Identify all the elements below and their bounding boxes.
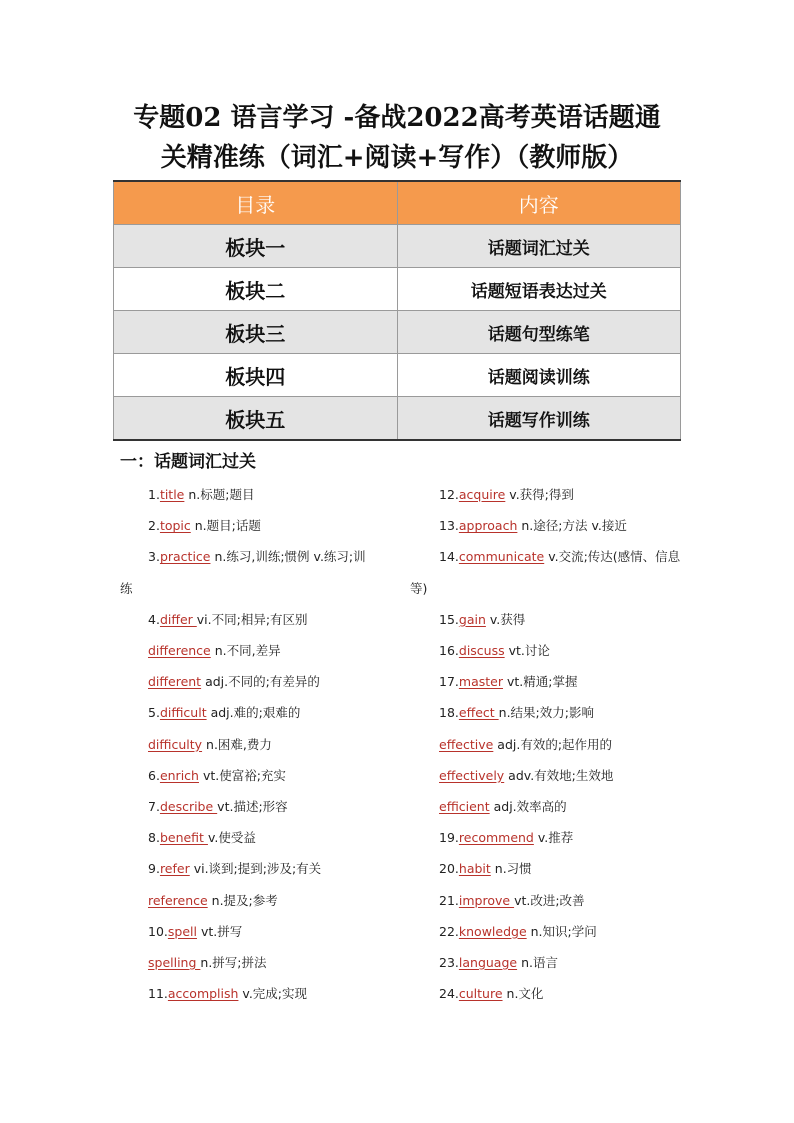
vocab-number: 16. — [439, 643, 459, 658]
vocab-entry — [439, 954, 558, 972]
vocab-word: difficulty — [148, 736, 203, 752]
vocab-entry — [439, 704, 594, 722]
vocab-definition: v.使受益 — [207, 830, 256, 846]
vocab-entry — [148, 517, 261, 535]
vocab-number: 9. — [148, 861, 160, 877]
vocab-entry — [148, 673, 320, 691]
vocab-word: topic — [159, 518, 191, 534]
vocab-definition: adv.有效地;生效地 — [504, 767, 614, 783]
vocab-number: 14. — [439, 549, 459, 565]
vocab-entry — [148, 829, 256, 847]
vocab-entry — [148, 923, 242, 941]
vocab-word: difference — [148, 643, 211, 658]
vocab-entry — [148, 767, 286, 785]
vocab-word: effect — [458, 705, 499, 721]
vocab-entry — [439, 798, 567, 816]
vocab-word: benefit — [159, 830, 208, 846]
vocab-definition: vt.改进;改善 — [514, 892, 585, 908]
vocab-entry — [439, 736, 612, 754]
vocab-number: 6. — [148, 767, 160, 783]
vocab-definition: n.文化 — [502, 986, 544, 1002]
vocab-number: 20. — [439, 861, 459, 877]
vocab-entry — [148, 892, 278, 910]
vocab-definition: n.练习,训练;惯例 v.练习;训 — [210, 549, 366, 565]
vocab-definition: n.困难,费力 — [202, 736, 272, 752]
vocab-entry — [439, 923, 597, 941]
vocab-entry — [439, 892, 585, 910]
vocab-definition: vt.描述;形容 — [217, 799, 288, 814]
contents-row — [114, 225, 681, 268]
vocab-definition: vt.拼写 — [196, 923, 243, 939]
vocab-word: effective — [439, 736, 494, 752]
vocab-definition: v.获得;得到 — [505, 487, 574, 502]
vocab-number: 13. — [439, 518, 459, 534]
vocab-definition: n.题目;话题 — [190, 518, 261, 534]
vocab-word: reference — [148, 892, 208, 908]
vocab-number: 4. — [148, 611, 160, 627]
vocab-word: habit — [458, 861, 491, 877]
vocab-word: language — [458, 955, 518, 970]
vocab-definition: adj.效率高的 — [489, 799, 567, 814]
vocab-word: culture — [458, 986, 503, 1002]
vocab-number: 15. — [439, 611, 459, 627]
vocab-word: approach — [458, 518, 518, 534]
vocab-word: difficult — [159, 705, 207, 721]
vocab-definition: v.完成;实现 — [238, 986, 308, 1002]
contents-topic: 话题词汇过关 — [397, 225, 681, 268]
vocab-word: describe — [159, 799, 218, 814]
vocab-definition: n.结果;效力;影响 — [498, 705, 594, 721]
contents-row — [114, 268, 681, 311]
vocab-definition: vi.谈到;提到;涉及;有关 — [189, 861, 322, 877]
contents-section: 板块二 — [114, 268, 398, 311]
contents-table — [113, 180, 681, 441]
vocab-number: 17. — [439, 674, 459, 690]
vocab-entry — [439, 642, 550, 660]
vocab-word: practice — [159, 549, 211, 565]
vocab-definition: n.语言 — [517, 955, 558, 970]
vocab-entry — [148, 736, 272, 754]
vocab-word: refer — [159, 861, 190, 877]
vocab-definition: n.途径;方法 v.接近 — [517, 518, 627, 534]
vocab-number: 10. — [148, 923, 168, 939]
contents-header-content: 内容 — [397, 181, 681, 225]
vocab-entry — [439, 673, 577, 691]
vocab-number: 11. — [148, 986, 168, 1002]
vocab-word: gain — [458, 611, 486, 627]
vocab-definition: 等) — [410, 580, 428, 596]
vocab-definition: n.提及;参考 — [207, 892, 278, 908]
contents-section: 板块一 — [114, 225, 398, 268]
vocab-entry — [439, 860, 532, 878]
vocab-word: spelling — [148, 955, 201, 970]
contents-row — [114, 354, 681, 397]
contents-topic: 话题阅读训练 — [397, 354, 681, 397]
document-title-line1: 专题02 语言学习 -备战2022高考英语话题通 — [133, 103, 661, 133]
vocab-number: 24. — [439, 986, 459, 1002]
vocab-entry — [148, 954, 267, 972]
vocab-entry — [148, 704, 300, 722]
contents-topic: 话题写作训练 — [397, 397, 681, 441]
vocab-entry — [439, 517, 627, 535]
vocab-number: 7. — [148, 799, 160, 814]
vocab-number: 3. — [148, 549, 160, 565]
vocab-definition: v.获得 — [485, 611, 526, 627]
vocab-entry — [439, 611, 525, 629]
vocab-entry — [410, 580, 427, 598]
vocab-definition: adj.难的;艰难的 — [206, 705, 301, 721]
contents-section: 板块五 — [114, 397, 398, 441]
vocab-word: communicate — [458, 549, 545, 565]
vocab-entry — [439, 548, 680, 566]
contents-header-row — [114, 181, 681, 225]
vocab-word: effectively — [439, 767, 505, 783]
vocab-definition: n.拼写;拼法 — [200, 955, 267, 970]
vocab-word: improve — [458, 892, 515, 908]
vocab-definition: adj.不同的;有差异的 — [201, 674, 320, 690]
vocab-definition: v.推荐 — [533, 830, 574, 846]
vocab-definition: vt.讨论 — [504, 643, 550, 658]
vocab-word: knowledge — [458, 923, 527, 939]
vocab-definition: n.不同,差异 — [210, 643, 281, 658]
vocab-number: 8. — [148, 830, 160, 846]
vocab-word: spell — [167, 923, 197, 939]
vocab-entry — [148, 486, 254, 504]
vocab-word: recommend — [458, 830, 534, 846]
vocab-entry — [148, 860, 321, 878]
vocab-word: enrich — [159, 767, 199, 783]
vocab-entry — [120, 580, 133, 598]
vocab-number: 23. — [439, 955, 459, 970]
section-heading-vocabulary: 一：话题词汇过关 — [120, 452, 256, 472]
vocab-definition: vt.使富裕;充实 — [198, 767, 286, 783]
vocab-definition: adj.有效的;起作用的 — [493, 736, 613, 752]
contents-row — [114, 311, 681, 354]
vocab-entry — [148, 642, 281, 660]
vocab-definition: vt.精通;掌握 — [502, 674, 578, 690]
vocab-definition: 练 — [120, 580, 133, 596]
vocab-definition: v.交流;传达(感情、信息 — [544, 549, 681, 565]
vocab-definition: n.习惯 — [490, 861, 532, 877]
vocab-number: 21. — [439, 892, 459, 908]
vocab-number: 18. — [439, 705, 459, 721]
contents-topic: 话题短语表达过关 — [397, 268, 681, 311]
vocab-entry — [148, 548, 366, 566]
contents-row — [114, 397, 681, 441]
vocab-word: acquire — [458, 487, 506, 502]
vocab-word: efficient — [439, 799, 490, 814]
vocab-entry — [148, 798, 288, 816]
vocab-number: 12. — [439, 487, 459, 502]
vocab-number: 22. — [439, 923, 459, 939]
vocab-number: 2. — [148, 518, 160, 534]
vocab-definition: n.知识;学问 — [526, 923, 597, 939]
vocab-word: differ — [159, 611, 197, 627]
vocab-word: discuss — [458, 643, 505, 658]
vocab-number: 1. — [148, 487, 160, 502]
vocab-word: different — [148, 674, 202, 690]
document-title-line2: 关精准练（词汇+阅读+写作）（教师版） — [160, 143, 634, 173]
vocab-number: 5. — [148, 705, 160, 721]
vocab-word: master — [458, 674, 503, 690]
vocab-word: title — [159, 487, 185, 502]
vocab-entry — [439, 767, 613, 785]
contents-topic: 话题句型练笔 — [397, 311, 681, 354]
contents-header-toc: 目录 — [114, 181, 398, 225]
vocab-entry — [148, 611, 308, 629]
vocab-word: accomplish — [167, 986, 239, 1002]
vocab-entry — [439, 985, 543, 1003]
vocab-entry — [439, 486, 574, 504]
contents-section: 板块三 — [114, 311, 398, 354]
contents-section: 板块四 — [114, 354, 398, 397]
vocab-definition: n.标题;题目 — [184, 487, 255, 502]
vocab-entry — [148, 985, 307, 1003]
vocab-definition: vi.不同;相异;有区别 — [196, 611, 308, 627]
vocab-number: 19. — [439, 830, 459, 846]
vocab-entry — [439, 829, 573, 847]
